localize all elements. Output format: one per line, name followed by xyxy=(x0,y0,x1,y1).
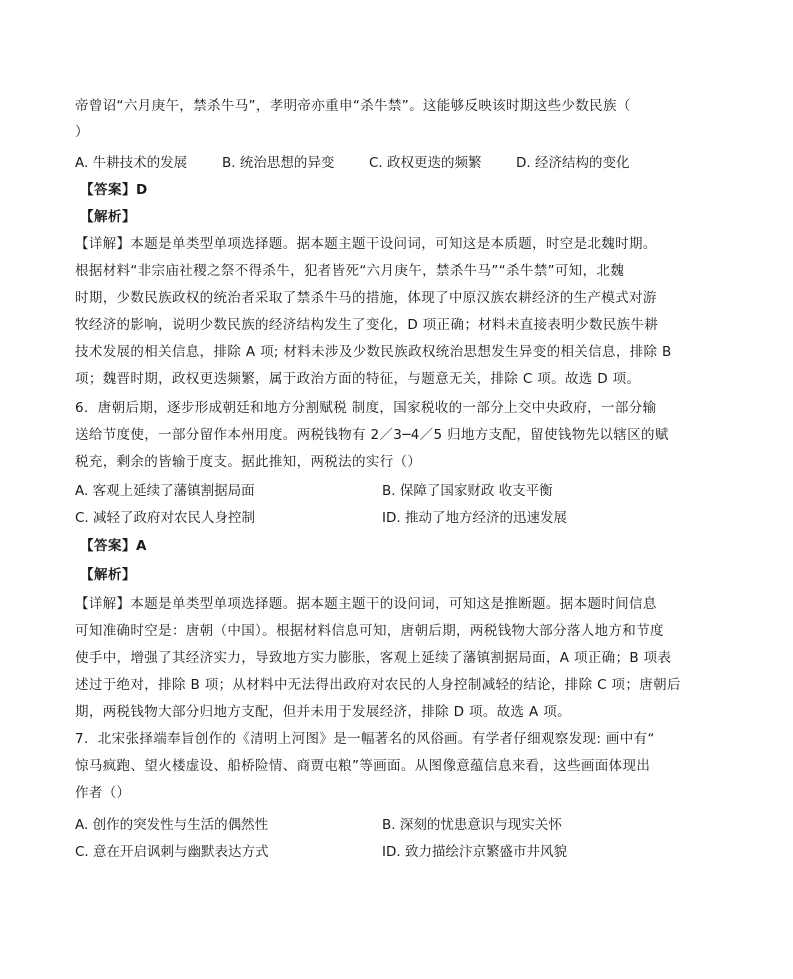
q5-stem-line-1: 帝曾诏“六月庚午，禁杀牛马”，孝明帝亦重申“杀牛禁”。这能够反映该时期这些少数民族（ xyxy=(75,98,631,114)
q6-option-b: B. 保障了国家财政 收支平衡 xyxy=(382,483,553,499)
q6-stem-line-3: 税充，剩余的皆输于度支。据此推知，两税法的实行（） xyxy=(75,454,422,470)
q5-answer: 【答案】D xyxy=(80,182,148,198)
q5-explanation-line-2: 根据材料“非宗庙社稷之祭不得杀牛，犯者皆死“六月庚午，禁杀牛马”“杀牛禁”可知，北魏 xyxy=(75,263,625,279)
q6-answer: 【答案】A xyxy=(80,538,147,554)
q5-explanation-line-5: 技术发展的相关信息，排除 A 项; 材料未涉及少数民族政权统治思想发生异变的相关信息，排除 B xyxy=(75,344,672,360)
q5-explanation-line-1: 【详解】本题是单类型单项选择题。据本题主题干设问词，可知这是本质题，时空是北魏时期。 xyxy=(75,236,657,252)
q6-analysis-label: 【解析】 xyxy=(80,567,136,583)
q6-option-c: C. 减轻了政府对农民人身控制 xyxy=(75,510,256,526)
q7-option-c: C. 意在开启讽刺与幽默表达方式 xyxy=(75,844,269,860)
q7-option-d: ID. 致力描绘汴京繁盛市井风貌 xyxy=(382,844,567,860)
q7-stem-line-1: 7．北宋张择端奉旨创作的《清明上河图》是一幅著名的风俗画。有学者仔细观察发现: 画中有“ xyxy=(75,731,655,747)
q6-explanation-line-3: 使手中，增强了其经济实力，导致地方实力膨胀，客观上延续了藩镇割据局面，A 项正确；B 项表 xyxy=(75,650,672,666)
q5-option-c: C. 政权更迭的频繁 xyxy=(369,155,482,171)
q7-stem-line-2: 惊马疯跑、望火楼虚设、船桥险情、商贾屯粮”等画面。从图像意蕴信息来看，这些画面体现出 xyxy=(75,758,651,774)
q6-explanation-line-1: 【详解】本题是单类型单项选择题。据本题主题干的设问词，可知这是推断题。据本题时间信息 xyxy=(75,596,657,612)
q5-explanation-line-3: 时期，少数民族政权的统治者采取了禁杀牛马的措施，体现了中原汉族农耕经济的生产模式对游 xyxy=(75,290,657,306)
q5-option-d: D. 经济结构的变化 xyxy=(516,155,630,171)
q6-option-d: ID. 推动了地方经济的迅速发展 xyxy=(382,510,567,526)
q6-explanation-line-2: 可知准确时空是：唐朝（中国）。根据材料信息可知，唐朝后期，两税钱物大部分落人地方和节度 xyxy=(75,623,664,639)
q7-stem-line-3: 作者（） xyxy=(75,785,131,801)
q5-analysis-label: 【解析】 xyxy=(80,209,136,225)
q5-stem-line-2: ） xyxy=(75,124,89,140)
q5-explanation-line-4: 牧经济的影响，说明少数民族的经济结构发生了变化，D 项正确；材料未直接表明少数民族牛耕 xyxy=(75,317,659,333)
q6-option-a: A. 客观上延续了藩镇割据局面 xyxy=(75,483,255,499)
q5-option-a: A. 牛耕技术的发展 xyxy=(75,155,188,171)
q6-stem-line-1: 6．唐朝后期，逐步形成朝廷和地方分割赋税 制度，国家税收的一部分上交中央政府，一部分输 xyxy=(75,400,657,416)
q5-option-b: B. 统治思想的异变 xyxy=(222,155,335,171)
q6-stem-line-2: 送给节度使，一部分留作本州用度。两税钱物有 2／3─4／5 归地方支配，留使钱物先以辖区的赋 xyxy=(75,427,669,443)
q5-explanation-line-6: 项；魏晋时期，政权更迭频繁，属于政治方面的特征，与题意无关，排除 C 项。故选 D 项。 xyxy=(75,371,641,387)
q6-explanation-line-4: 述过于绝对，排除 B 项；从材料中无法得出政府对农民的人身控制减轻的结论，排除 C 项；唐朝后 xyxy=(75,677,681,693)
q7-option-b: B. 深刻的忧患意识与现实关怀 xyxy=(382,817,562,833)
q6-explanation-line-5: 期，两税钱物大部分归地方支配，但并未用于发展经济，排除 D 项。故选 A 项。 xyxy=(75,704,571,720)
q7-option-a: A. 创作的突发性与生活的偶然性 xyxy=(75,817,269,833)
